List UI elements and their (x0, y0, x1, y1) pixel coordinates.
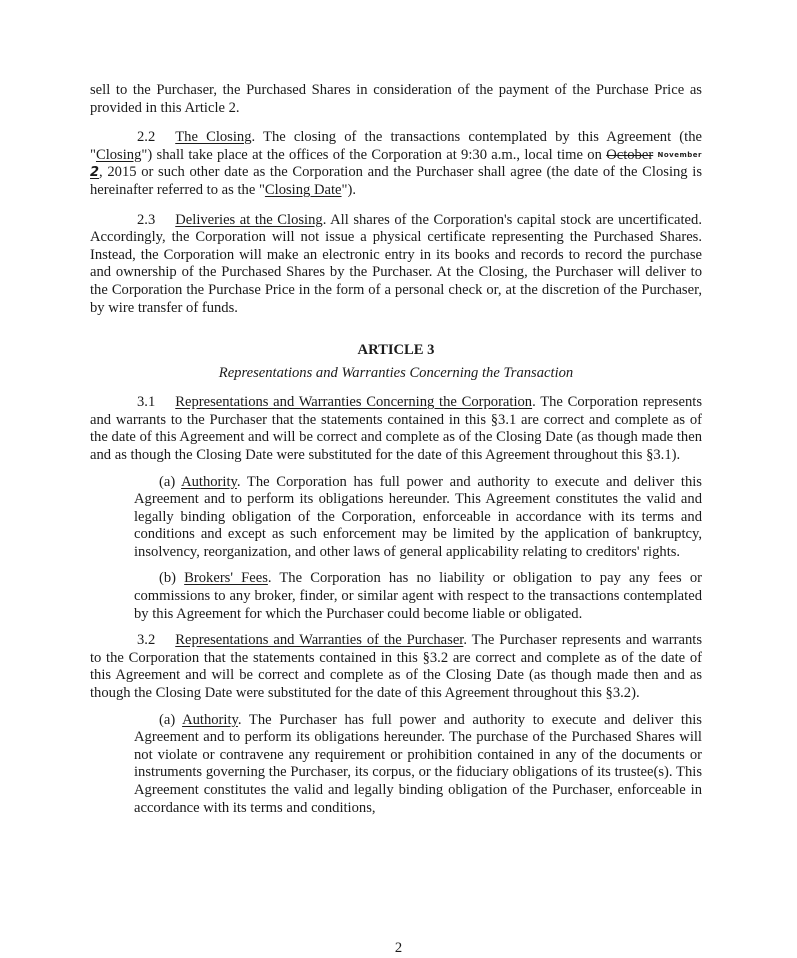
intro-paragraph: sell to the Purchaser, the Purchased Shares in consideration of the payment of the Purchase Price as provided in this Article 2. (90, 82, 702, 116)
section-3-1 (90, 394, 702, 464)
section-3-2-title: Representations and Warranties of the Purchaser (175, 632, 464, 649)
section-3-1-a-title: Authority (181, 473, 237, 490)
closing-term: Closing (95, 146, 142, 163)
section-3-2-a-title: Authority (182, 711, 238, 728)
section-2-2-text-1: . The closing of the transactions contemplated by this Agreement (the " (90, 129, 702, 163)
section-2-2-text-3: , 2015 or such other date as the Corporation and the Purchaser shall agree (the date of the Closing is hereinafter referred to as the " (90, 164, 702, 198)
section-3-2-a-label: (a) (159, 711, 183, 728)
section-3-1-b-label: (b) (159, 570, 185, 587)
section-2-2-text-4: "). (341, 181, 356, 198)
section-2-2-number: 2.2 (137, 129, 156, 146)
section-3-1-b-title: Brokers' Fees (184, 570, 268, 587)
section-2-2-text-2: ") shall take place at the offices of the Corporation at 9:30 a.m., local time on (141, 146, 607, 163)
section-2-3-title: Deliveries at the Closing (175, 211, 323, 228)
section-3-2-a (134, 712, 702, 818)
handwritten-month: November (657, 150, 702, 159)
section-3-1-b-text: . The Corporation has no liability or obligation to pay any fees or commissions to any broker, finder, or similar agent with respect to the transactions contemplated by this Agreement for which the Purchaser could become liable or obligated. (134, 570, 702, 622)
section-3-1-a-label: (a) (159, 473, 182, 490)
closing-date-term: Closing Date (264, 181, 342, 198)
section-3-2-a-text: . The Purchaser has full power and authority to execute and deliver this Agreement and to perform its obligations hereunder. The purchase of the Purchased Shares will not violate or contravene any requirement or prohibition contained in any of the documents or instruments governing the Purchaser, its corpus, or the fiduciary obligations of its trustee(s). This Agreement constitutes the valid and legally binding obligation of the Purchaser, enforceable in accordance with its terms and conditions, (134, 711, 702, 816)
section-3-2-text: . The Purchaser represents and warrants to the Corporation that the statements contained in this §3.2 are correct and complete as of the date of this Agreement and will be correct and complete as of the Closing Date (as though made then and as though the Closing Date were substituted for the date of this Agreement throughout this §3.2). (90, 632, 702, 702)
section-3-1-text: . The Corporation represents and warrants to the Purchaser that the statements contained in this §3.1 are correct and complete as of the date of this Agreement and will be correct and complete as of the Closing Date (as though made then and as though the Closing Date were substituted for the date of this Agreement throughout this §3.1). (90, 394, 702, 463)
section-3-1-title: Representations and Warranties Concerning the Corporation (175, 394, 533, 411)
section-3-2-number: 3.2 (137, 632, 156, 649)
handwritten-day: 2 (90, 165, 100, 181)
article-heading: ARTICLE 3 (357, 342, 435, 359)
section-2-3-number: 2.3 (137, 211, 156, 228)
page-body (90, 82, 702, 817)
article-subtitle: Representations and Warranties Concerning the Transaction (218, 365, 574, 382)
section-3-1-a-text: . The Corporation has full power and authority to execute and deliver this Agreement and to perform its obligations hereunder. This Agreement constitutes the valid and legally binding obligation of the Corporation, enforceable in accordance with its terms and conditions and except as such enforcement may be limited by the application of bankruptcy, insolvency, reorganization, and other laws of general applicability relating to creditors' rights. (134, 473, 702, 560)
section-2-3-text: . All shares of the Corporation's capital stock are uncertificated. Accordingly, the Corporation will not issue a physical certificate representing the Purchased Shares. Instead, the Corporation will make an electronic entry in its books and records to record the purchase and ownership of the Purchased Shares by the Purchaser. At the Closing, the Purchaser will deliver to the Corporation the Purchase Price in the form of a personal check or, at the discretion of the Purchaser, by wire transfer of funds. (90, 211, 702, 316)
section-3-1-number: 3.1 (137, 394, 156, 411)
section-3-1-b (134, 570, 702, 623)
section-3-1-a (134, 474, 702, 562)
struck-month: October (606, 146, 654, 163)
section-2-2-title: The Closing (175, 129, 252, 146)
section-2-2 (90, 129, 702, 199)
page-number: 2 (394, 940, 403, 956)
section-3-2 (90, 632, 702, 702)
section-2-3 (90, 212, 702, 318)
